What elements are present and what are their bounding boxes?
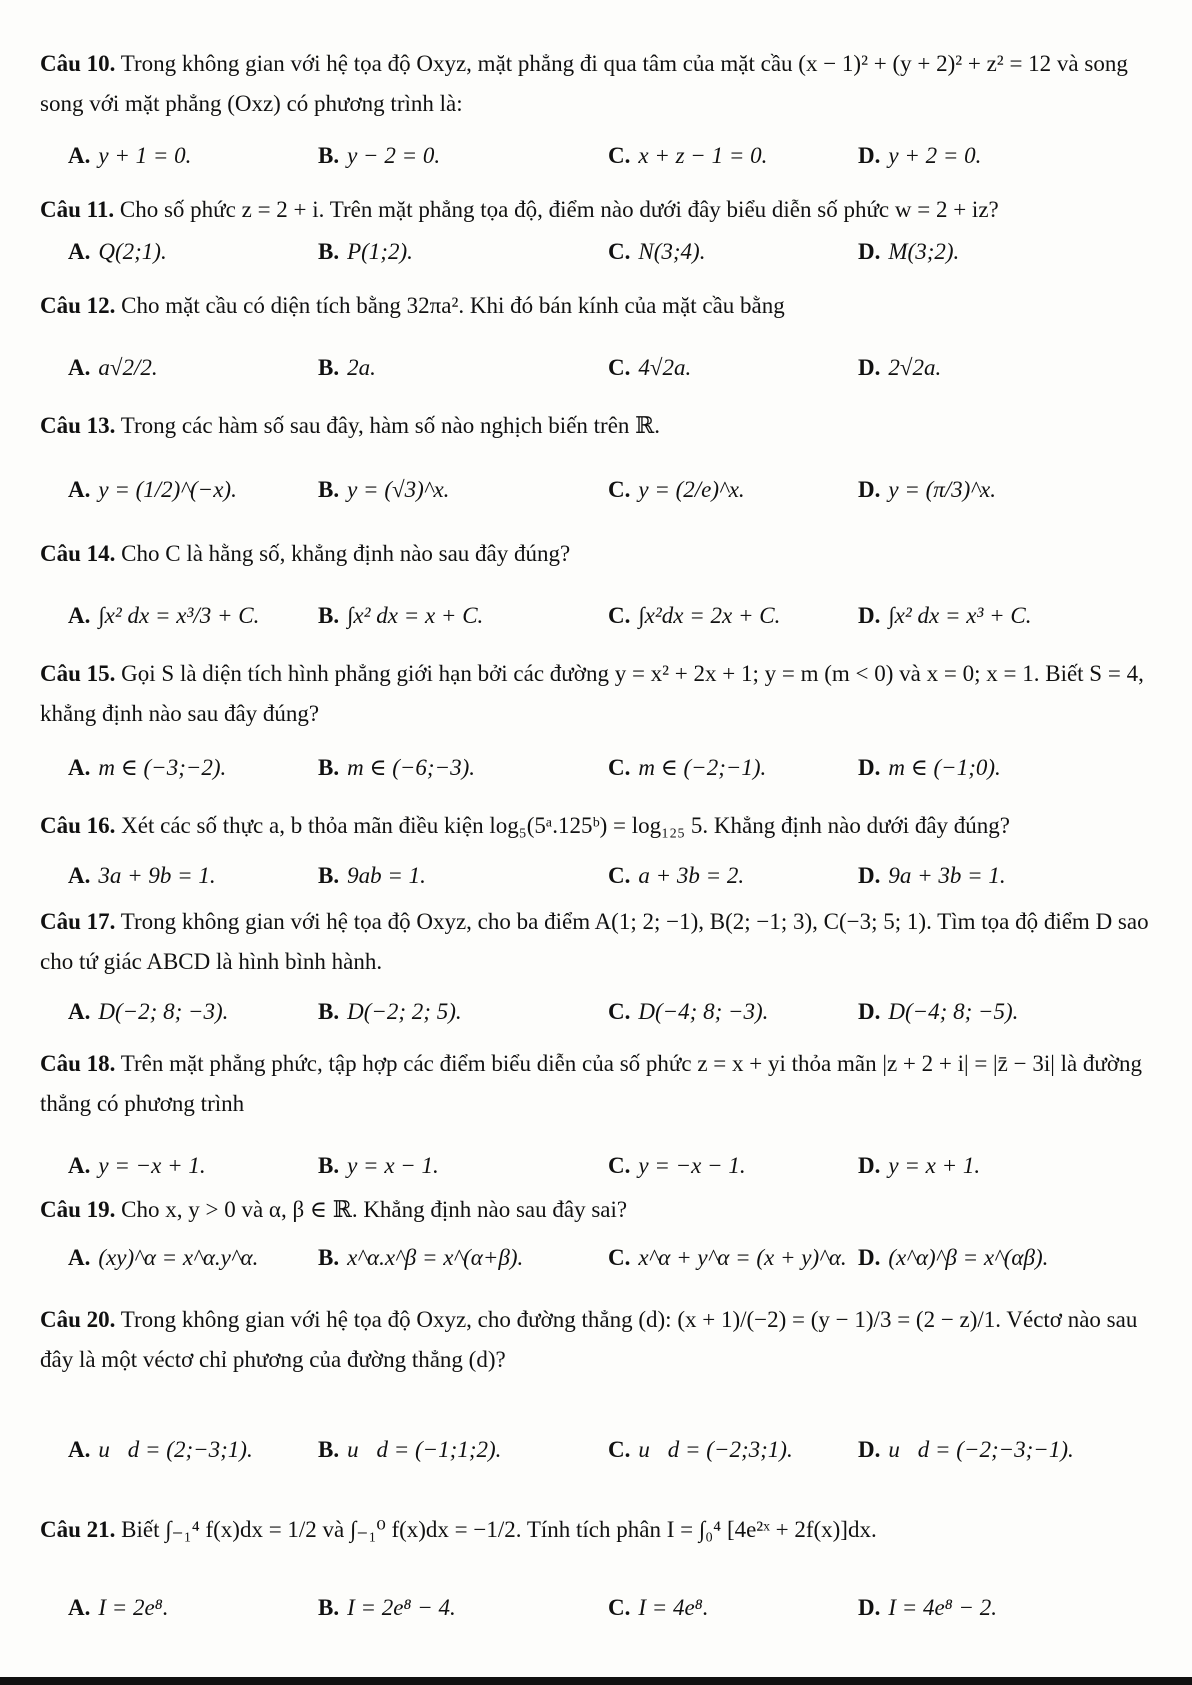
option-b: B. y = (√3)^x. xyxy=(318,477,450,502)
option-b: B. 2a. xyxy=(318,355,376,380)
question-label: Câu 13. xyxy=(40,413,116,438)
question-14 xyxy=(40,534,1160,574)
question-text: Cho C là hằng số, khẳng định nào sau đây đúng? xyxy=(121,541,571,566)
option-a: A. m ∈ (−3;−2). xyxy=(68,755,227,780)
question-12-options xyxy=(68,348,1158,388)
question-20 xyxy=(40,1300,1160,1380)
question-label: Câu 12. xyxy=(40,293,116,318)
option-c: C. m ∈ (−2;−1). xyxy=(608,755,767,780)
option-b: B. 9ab = 1. xyxy=(318,863,426,888)
option-c: C. a + 3b = 2. xyxy=(608,863,745,888)
question-text: Trên mặt phẳng phức, tập hợp các điểm biểu diễn của số phức z = x + yi thỏa mãn |z + 2 + i| = |z̄ − 3i| là đường thẳng có phương trình xyxy=(40,1051,1143,1116)
option-d: D. M(3;2). xyxy=(858,239,960,264)
question-21 xyxy=(40,1510,1160,1550)
question-19-options xyxy=(68,1238,1158,1278)
option-d: D. I = 4e⁸ − 2. xyxy=(858,1595,998,1620)
question-text: Trong các hàm số sau đây, hàm số nào nghịch biến trên ℝ. xyxy=(120,413,661,438)
question-text: Cho mặt cầu có diện tích bằng 32πa². Khi đó bán kính của mặt cầu bằng xyxy=(121,293,785,318)
option-d: D. m ∈ (−1;0). xyxy=(858,755,1001,780)
option-a: A. ∫x² dx = x³/3 + C. xyxy=(68,603,260,628)
question-text: Cho x, y > 0 và α, β ∈ ℝ. Khẳng định nào sau đây sai? xyxy=(121,1197,628,1222)
option-d: D. y + 2 = 0. xyxy=(858,143,982,168)
option-b: B. D(−2; 2; 5). xyxy=(318,999,462,1024)
option-b: B. m ∈ (−6;−3). xyxy=(318,755,475,780)
option-b: B. u⃗d = (−1;1;2). xyxy=(318,1437,502,1462)
question-16-options xyxy=(68,856,1158,896)
option-b: B. I = 2e⁸ − 4. xyxy=(318,1595,456,1620)
question-13 xyxy=(40,406,1160,446)
option-b: B. x^α.x^β = x^(α+β). xyxy=(318,1245,524,1270)
option-a: A. Q(2;1). xyxy=(68,239,167,264)
question-label: Câu 15. xyxy=(40,661,116,686)
question-13-options xyxy=(68,470,1158,510)
option-c: C. x^α + y^α = (x + y)^α. xyxy=(608,1245,847,1270)
option-c: C. 4√2a. xyxy=(608,355,692,380)
option-c: C. D(−4; 8; −3). xyxy=(608,999,769,1024)
option-c: C. y = −x − 1. xyxy=(608,1153,746,1178)
question-text: Gọi S là diện tích hình phẳng giới hạn bởi các đường y = x² + 2x + 1; y = m (m < 0) và x = 0; x = 1. Biết S = 4, khẳng định nào sau đây đúng? xyxy=(40,661,1144,726)
option-c: C. ∫x²dx = 2x + C. xyxy=(608,603,781,628)
question-12 xyxy=(40,286,1160,326)
question-text: Trong không gian với hệ tọa độ Oxyz, cho ba điểm A(1; 2; −1), B(2; −1; 3), C(−3; 5; 1). Tìm tọa độ điểm D sao cho tứ giác ABCD là hình bình hành. xyxy=(40,909,1149,974)
option-d: D. y = (π/3)^x. xyxy=(858,477,996,502)
question-label: Câu 20. xyxy=(40,1307,116,1332)
question-18-options xyxy=(68,1146,1158,1186)
question-10-options xyxy=(68,136,1158,176)
question-label: Câu 18. xyxy=(40,1051,116,1076)
question-17-options xyxy=(68,992,1158,1032)
option-c: C. I = 4e⁸. xyxy=(608,1595,709,1620)
question-label: Câu 10. xyxy=(40,51,116,76)
option-a: A. 3a + 9b = 1. xyxy=(68,863,216,888)
question-10 xyxy=(40,44,1160,124)
option-b: B. y = x − 1. xyxy=(318,1153,439,1178)
option-a: A. D(−2; 8; −3). xyxy=(68,999,229,1024)
question-14-options xyxy=(68,596,1158,636)
question-label: Câu 19. xyxy=(40,1197,116,1222)
question-text: Trong không gian với hệ tọa độ Oxyz, cho đường thẳng (d): (x + 1)/(−2) = (y − 1)/3 = (2 − z)/1. Véctơ nào sau đây là một véctơ chỉ phương của đường thẳng (d)? xyxy=(40,1307,1138,1372)
option-d: D. 9a + 3b = 1. xyxy=(858,863,1006,888)
question-label: Câu 14. xyxy=(40,541,116,566)
option-d: D. y = x + 1. xyxy=(858,1153,981,1178)
question-18 xyxy=(40,1044,1160,1124)
question-16 xyxy=(40,806,1160,846)
option-d: D. ∫x² dx = x³ + C. xyxy=(858,603,1032,628)
question-21-options xyxy=(68,1588,1158,1628)
option-b: B. P(1;2). xyxy=(318,239,413,264)
option-a: A. a√2/2. xyxy=(68,355,158,380)
question-label: Câu 16. xyxy=(40,813,116,838)
question-label: Câu 11. xyxy=(40,197,115,222)
question-text: Biết ∫₋₁⁴ f(x)dx = 1/2 và ∫₋₁⁰ f(x)dx = −1/2. Tính tích phân I = ∫₀⁴ [4e²ˣ + 2f(x)]dx. xyxy=(121,1517,877,1542)
question-20-options xyxy=(68,1430,1158,1470)
option-c: C. y = (2/e)^x. xyxy=(608,477,745,502)
option-a: A. (xy)^α = x^α.y^α. xyxy=(68,1245,259,1270)
option-a: A. y = −x + 1. xyxy=(68,1153,206,1178)
option-a: A. I = 2e⁸. xyxy=(68,1595,169,1620)
question-label: Câu 17. xyxy=(40,909,116,934)
option-a: A. y + 1 = 0. xyxy=(68,143,192,168)
page-bottom-border xyxy=(0,1677,1192,1685)
question-text: Cho số phức z = 2 + i. Trên mặt phẳng tọa độ, điểm nào dưới đây biểu diễn số phức w = 2 + iz? xyxy=(119,197,999,222)
question-17 xyxy=(40,902,1160,982)
option-a: A. y = (1/2)^(−x). xyxy=(68,477,237,502)
option-c: C. x + z − 1 = 0. xyxy=(608,143,768,168)
question-text: Trong không gian với hệ tọa độ Oxyz, mặt phẳng đi qua tâm của mặt cầu (x − 1)² + (y + 2)² + z² = 12 và song song với mặt phẳng (Oxz) có phương trình là: xyxy=(40,51,1128,116)
option-a: A. u⃗d = (2;−3;1). xyxy=(68,1437,253,1462)
question-11-options xyxy=(68,232,1158,272)
option-d: D. 2√2a. xyxy=(858,355,942,380)
option-c: C. u⃗d = (−2;3;1). xyxy=(608,1437,793,1462)
option-b: B. y − 2 = 0. xyxy=(318,143,441,168)
question-label: Câu 21. xyxy=(40,1517,116,1542)
question-text: Xét các số thực a, b thỏa mãn điều kiện log₅(5ᵃ.125ᵇ) = log₁₂₅ 5. Khẳng định nào dưới đây đúng? xyxy=(121,813,1011,838)
question-15 xyxy=(40,654,1160,734)
option-d: D. u⃗d = (−2;−3;−1). xyxy=(858,1437,1074,1462)
option-b: B. ∫x² dx = x + C. xyxy=(318,603,484,628)
option-d: D. (x^α)^β = x^(αβ). xyxy=(858,1245,1049,1270)
option-c: C. N(3;4). xyxy=(608,239,706,264)
option-d: D. D(−4; 8; −5). xyxy=(858,999,1019,1024)
question-19 xyxy=(40,1190,1160,1230)
question-11 xyxy=(40,190,1160,230)
question-15-options xyxy=(68,748,1158,788)
